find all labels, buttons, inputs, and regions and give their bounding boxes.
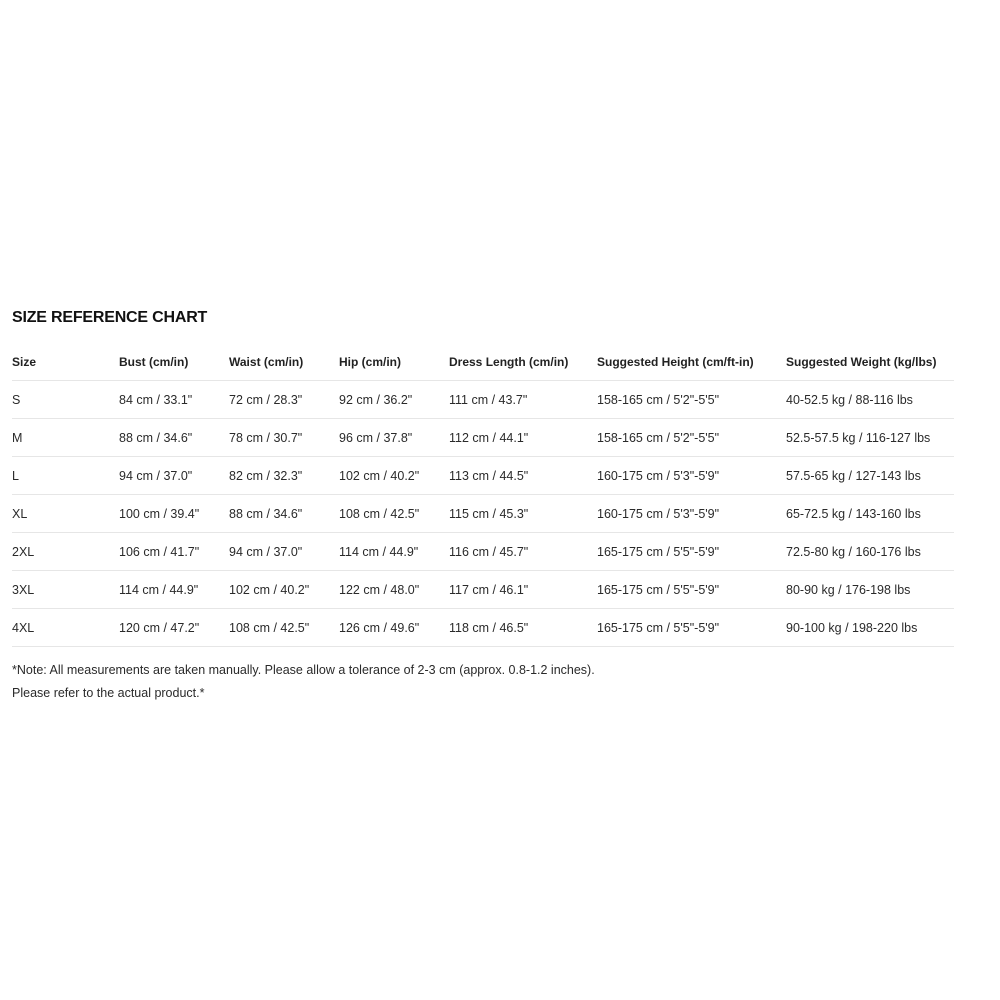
measurement-note: *Note: All measurements are taken manually. Please allow a tolerance of 2-3 cm (approx. 0.8-1.2 inches). Please refer to the actual product.* bbox=[12, 663, 595, 700]
header-hip: Hip (cm/in) bbox=[339, 344, 449, 381]
cell-suggested-height: 165-175 cm / 5'5"-5'9" bbox=[597, 609, 786, 647]
cell-hip: 122 cm / 48.0" bbox=[339, 571, 449, 609]
cell-suggested-weight: 90-100 kg / 198-220 lbs bbox=[786, 609, 954, 647]
cell-suggested-height: 160-175 cm / 5'3"-5'9" bbox=[597, 457, 786, 495]
cell-bust: 120 cm / 47.2" bbox=[119, 609, 229, 647]
cell-bust: 84 cm / 33.1" bbox=[119, 381, 229, 419]
table-header-row bbox=[12, 344, 954, 381]
table-row bbox=[12, 495, 954, 533]
cell-waist: 94 cm / 37.0" bbox=[229, 533, 339, 571]
cell-dress-length: 116 cm / 45.7" bbox=[449, 533, 597, 571]
cell-dress-length: 117 cm / 46.1" bbox=[449, 571, 597, 609]
cell-dress-length: 112 cm / 44.1" bbox=[449, 419, 597, 457]
header-waist: Waist (cm/in) bbox=[229, 344, 339, 381]
cell-bust: 94 cm / 37.0" bbox=[119, 457, 229, 495]
cell-bust: 106 cm / 41.7" bbox=[119, 533, 229, 571]
cell-dress-length: 115 cm / 45.3" bbox=[449, 495, 597, 533]
cell-bust: 114 cm / 44.9" bbox=[119, 571, 229, 609]
cell-waist: 72 cm / 28.3" bbox=[229, 381, 339, 419]
table-row bbox=[12, 457, 954, 495]
cell-waist: 102 cm / 40.2" bbox=[229, 571, 339, 609]
header-suggested-weight: Suggested Weight (kg/lbs) bbox=[786, 344, 954, 381]
cell-hip: 92 cm / 36.2" bbox=[339, 381, 449, 419]
cell-suggested-height: 165-175 cm / 5'5"-5'9" bbox=[597, 533, 786, 571]
cell-suggested-height: 160-175 cm / 5'3"-5'9" bbox=[597, 495, 786, 533]
cell-bust: 88 cm / 34.6" bbox=[119, 419, 229, 457]
cell-suggested-height: 158-165 cm / 5'2"-5'5" bbox=[597, 419, 786, 457]
cell-hip: 96 cm / 37.8" bbox=[339, 419, 449, 457]
table-row bbox=[12, 533, 954, 571]
cell-size: S bbox=[12, 381, 119, 419]
cell-suggested-weight: 40-52.5 kg / 88-116 lbs bbox=[786, 381, 954, 419]
chart-title: SIZE REFERENCE CHART bbox=[12, 309, 208, 326]
cell-size: L bbox=[12, 457, 119, 495]
cell-suggested-weight: 65-72.5 kg / 143-160 lbs bbox=[786, 495, 954, 533]
cell-suggested-height: 158-165 cm / 5'2"-5'5" bbox=[597, 381, 786, 419]
table-row bbox=[12, 419, 954, 457]
table-row bbox=[12, 571, 954, 609]
cell-waist: 78 cm / 30.7" bbox=[229, 419, 339, 457]
cell-suggested-weight: 80-90 kg / 176-198 lbs bbox=[786, 571, 954, 609]
cell-suggested-weight: 72.5-80 kg / 160-176 lbs bbox=[786, 533, 954, 571]
header-dress-length: Dress Length (cm/in) bbox=[449, 344, 597, 381]
table-row bbox=[12, 381, 954, 419]
cell-size: 3XL bbox=[12, 571, 119, 609]
cell-dress-length: 111 cm / 43.7" bbox=[449, 381, 597, 419]
cell-size: XL bbox=[12, 495, 119, 533]
cell-hip: 126 cm / 49.6" bbox=[339, 609, 449, 647]
cell-bust: 100 cm / 39.4" bbox=[119, 495, 229, 533]
cell-hip: 114 cm / 44.9" bbox=[339, 533, 449, 571]
cell-dress-length: 113 cm / 44.5" bbox=[449, 457, 597, 495]
header-bust: Bust (cm/in) bbox=[119, 344, 229, 381]
cell-dress-length: 118 cm / 46.5" bbox=[449, 609, 597, 647]
cell-suggested-weight: 57.5-65 kg / 127-143 lbs bbox=[786, 457, 954, 495]
size-chart-section bbox=[12, 308, 956, 705]
cell-waist: 108 cm / 42.5" bbox=[229, 609, 339, 647]
cell-size: 2XL bbox=[12, 533, 119, 571]
header-size: Size bbox=[12, 344, 119, 381]
cell-suggested-height: 165-175 cm / 5'5"-5'9" bbox=[597, 571, 786, 609]
cell-suggested-weight: 52.5-57.5 kg / 116-127 lbs bbox=[786, 419, 954, 457]
cell-waist: 82 cm / 32.3" bbox=[229, 457, 339, 495]
cell-size: M bbox=[12, 419, 119, 457]
cell-size: 4XL bbox=[12, 609, 119, 647]
cell-hip: 102 cm / 40.2" bbox=[339, 457, 449, 495]
cell-hip: 108 cm / 42.5" bbox=[339, 495, 449, 533]
table-row bbox=[12, 609, 954, 647]
size-table bbox=[12, 344, 954, 647]
cell-waist: 88 cm / 34.6" bbox=[229, 495, 339, 533]
header-suggested-height: Suggested Height (cm/ft-in) bbox=[597, 344, 786, 381]
